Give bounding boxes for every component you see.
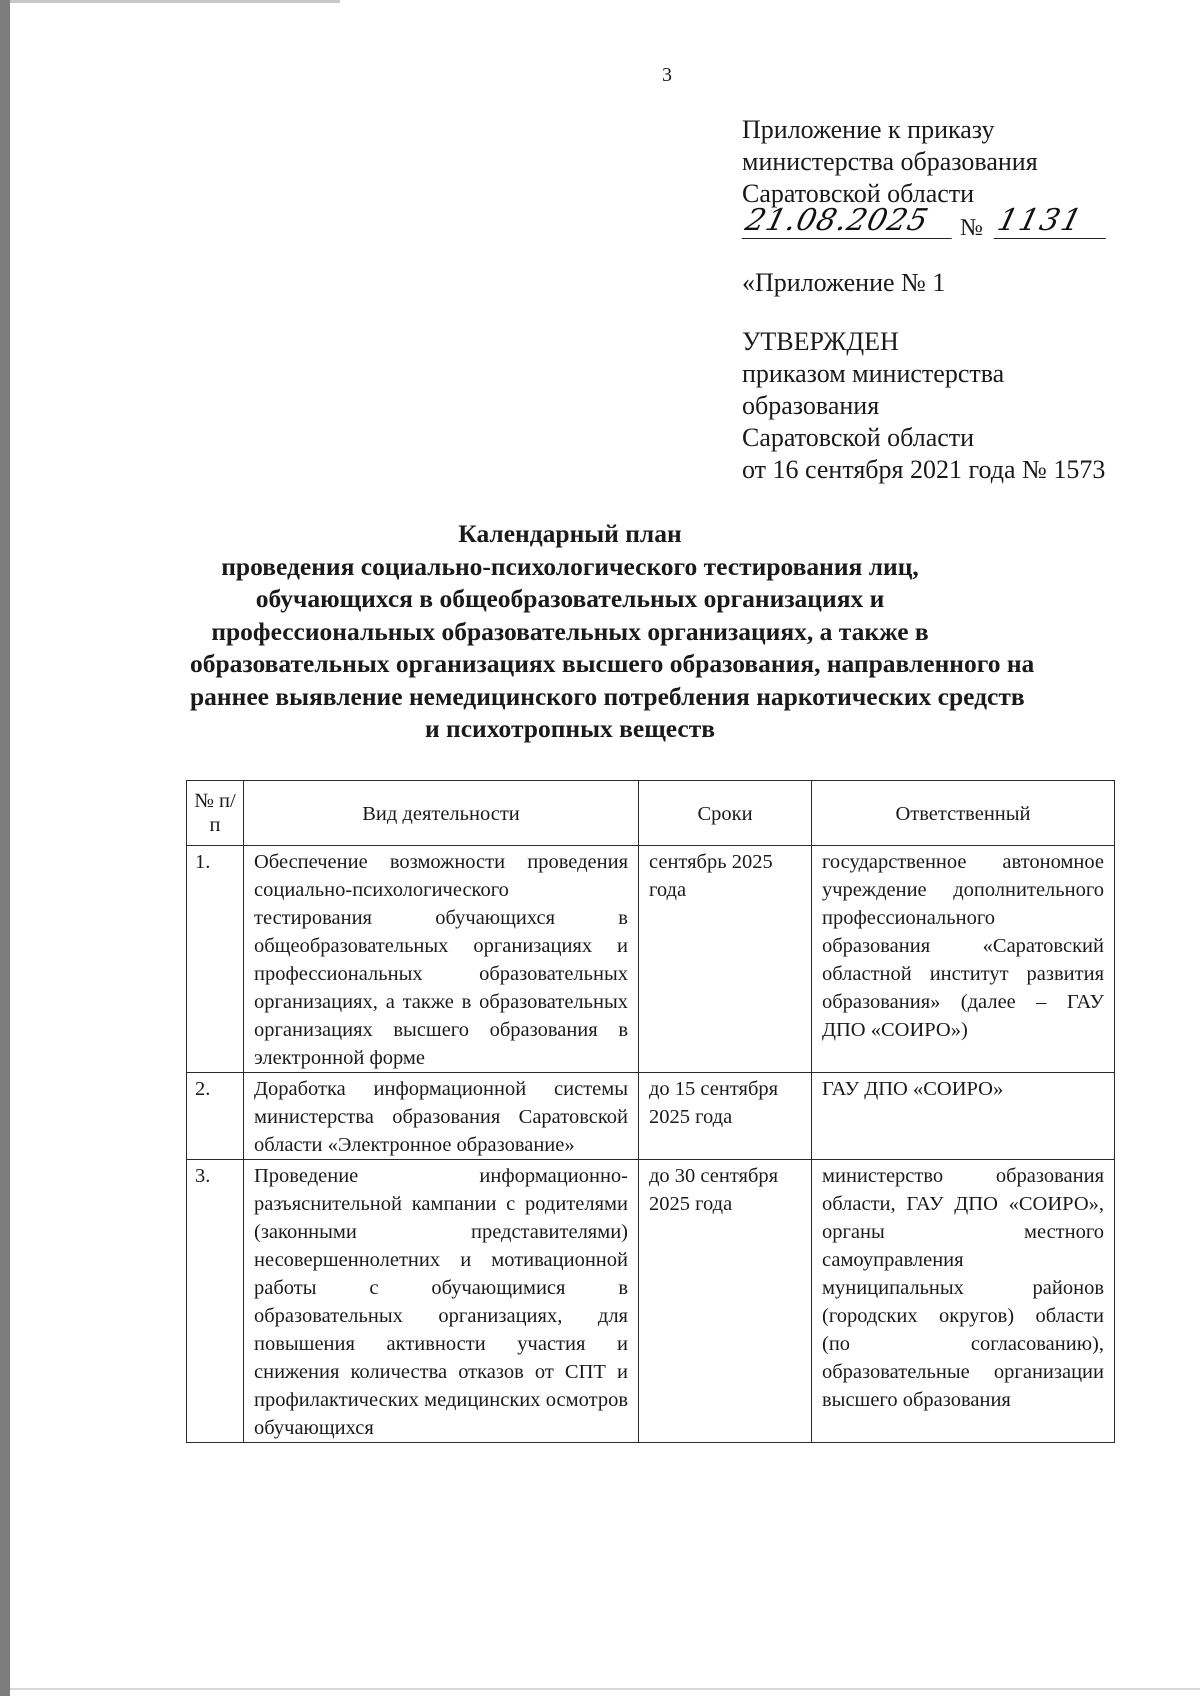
row-number: 2. — [187, 1073, 244, 1160]
title-line-2: проведения социально-психологического тестирования лиц, — [221, 551, 919, 581]
page-number: 3 — [662, 64, 672, 86]
row-deadline: до 30 сентября 2025 года — [639, 1160, 812, 1443]
row-activity: Доработка информационной системы министерства образования Саратовской области «Электронное образование» — [244, 1073, 639, 1160]
document-title — [190, 518, 1035, 746]
approved-heading: УТВЕРЖДЕН — [742, 327, 899, 356]
row-responsible: министерство образования области, ГАУ ДПО «СОИРО», органы местного самоуправления муниципальных районов (городских округов) области (по согласованию), образовательные организации высшего образования — [812, 1160, 1115, 1443]
row-deadline: до 15 сентября 2025 года — [639, 1073, 812, 1160]
row-number: 3. — [187, 1160, 244, 1443]
header-responsible: Ответственный — [812, 781, 1115, 846]
approved-block — [742, 326, 1105, 486]
table-row — [187, 846, 1115, 1073]
handwritten-order-date: 21.08.2025 — [742, 204, 961, 239]
header-activity: Вид деятельности — [244, 781, 639, 846]
approved-line-2: образования — [742, 391, 880, 420]
order-appendix-line-2: министерства образования — [742, 147, 1038, 176]
scan-left-edge — [0, 0, 10, 1696]
order-date-number-row — [741, 203, 1087, 242]
title-line-7: и психотропных веществ — [424, 714, 715, 743]
order-appendix-block — [741, 114, 1087, 242]
row-number: 1. — [187, 846, 244, 1073]
title-line-6: раннее выявление немедицинского потребления наркотических средств — [190, 681, 1025, 711]
order-appendix-line-1: Приложение к приказу — [742, 115, 995, 144]
header-number: № п/п — [187, 781, 244, 846]
title-line-1: Календарный план — [458, 519, 682, 548]
table-header-row — [187, 781, 1115, 846]
row-responsible: ГАУ ДПО «СОИРО» — [812, 1073, 1115, 1160]
row-activity: Обеспечение возможности проведения социально-психологического тестирования обучающихся в общеобразовательных организациях и профессиональных образовательных организациях, а также в образовательных организациях высшего образования в электронной форме — [244, 846, 639, 1073]
title-line-5: образовательных организациях высшего образования, направленного на — [190, 649, 1035, 678]
scan-top-edge — [10, 0, 340, 3]
approved-line-4: от 16 сентября 2021 года № 1573 — [742, 455, 1106, 484]
calendar-plan-table — [186, 780, 1115, 1443]
table-row — [187, 1073, 1115, 1160]
approved-line-1: приказом министерства — [742, 359, 1005, 388]
row-activity: Проведение информационно-разъяснительной кампании с родителями (законными представителями) несовершеннолетних и мотивационной работы с обучающимися в образовательных организациях, для повышения активности участия и снижения количества отказов от СПТ и профилактических медицинских осмотров обучающихся — [244, 1160, 639, 1443]
title-line-4: профессиональных образовательных организациях, а также в — [211, 616, 929, 646]
scan-bottom-edge — [10, 1688, 1200, 1690]
appendix-label: «Приложение № 1 — [742, 268, 946, 297]
header-deadline: Сроки — [639, 781, 812, 846]
table-row — [187, 1160, 1115, 1443]
handwritten-order-number: 1131 — [994, 204, 1115, 239]
number-sign: № — [960, 215, 983, 241]
order-appendix-line-3: Саратовской области — [742, 179, 975, 208]
approved-line-3: Саратовской области — [742, 423, 975, 452]
row-deadline: сентябрь 2025 года — [639, 846, 812, 1073]
title-line-3: обучающихся в общеобразовательных организациях и — [255, 584, 885, 613]
row-responsible: государственное автономное учреждение дополнительного профессионального образования «Саратовский областной институт развития образования» (далее – ГАУ ДПО «СОИРО») — [812, 846, 1115, 1073]
